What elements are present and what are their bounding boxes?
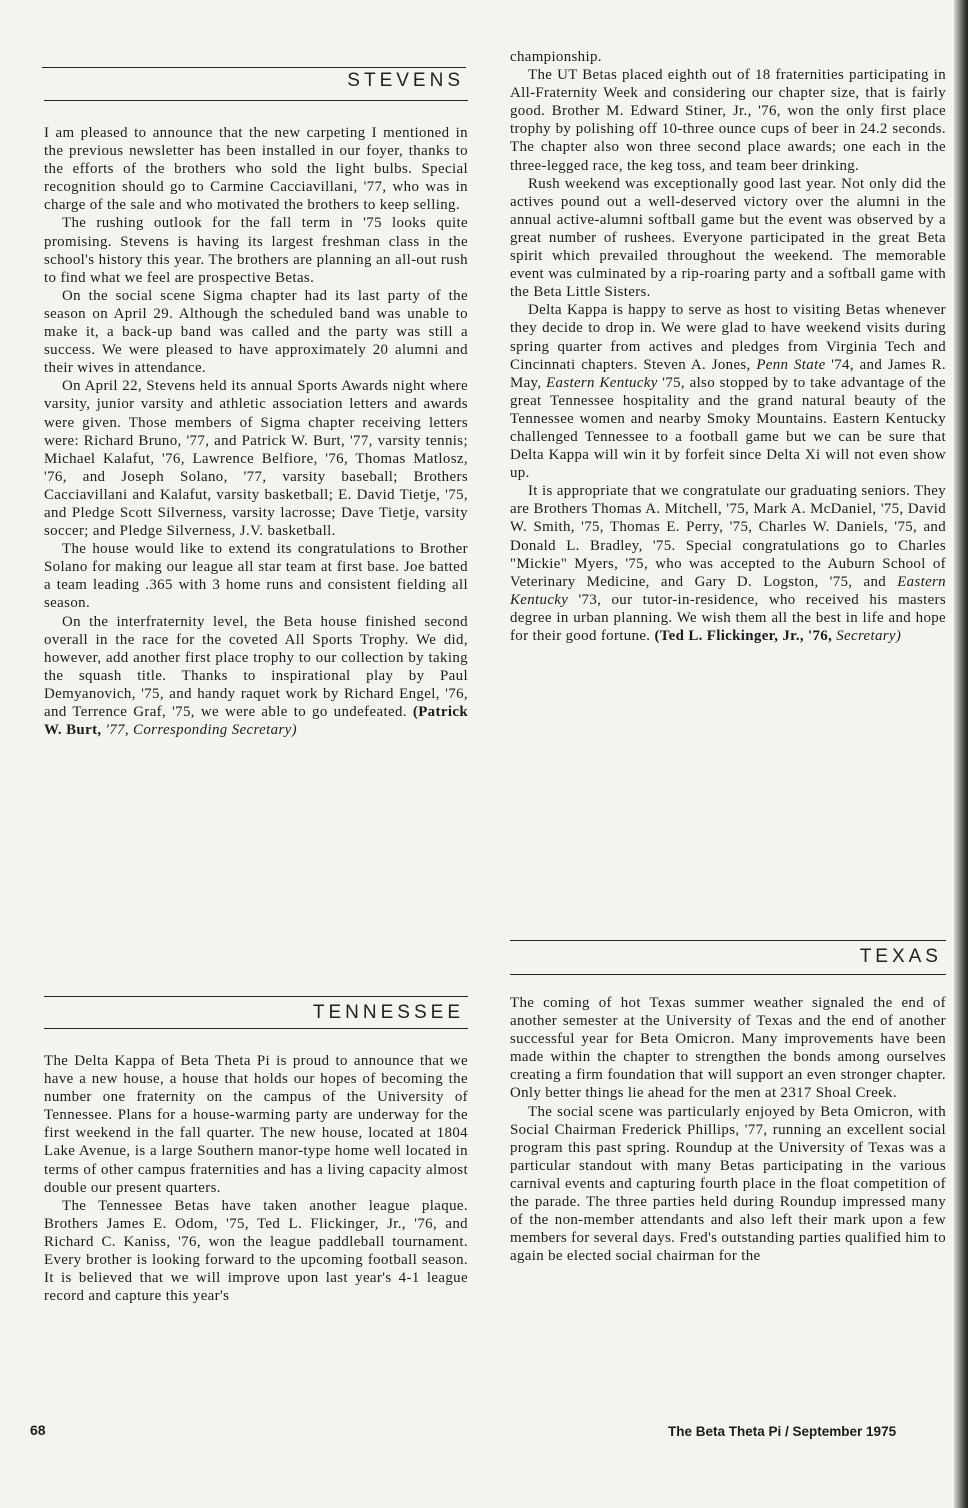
paragraph-text: It is appropriate that we congratulate our graduating seniors. They are Brothers Thomas A. Mitchell, '75, Mark A. McDaniel, '75, David W. Smith, '75, Thomas E. Perry, '75, Charles W. Daniels, '75, and Donald L. Bradley, '75. Special congratulations go to Charles "Mickie" Myers, '75, who was accepted to the Auburn School of Veterinary Medicine, and Gary D. Logston, '75, and	[510, 483, 946, 590]
stevens-header-underline	[44, 100, 468, 102]
signature-name: (Patrick W. Burt,	[44, 704, 468, 739]
school-name: Penn State	[756, 356, 826, 373]
paragraph: championship.	[510, 49, 602, 65]
header-rule	[44, 1028, 468, 1029]
paragraph-text: '75, also stopped by to take advantage of the great Tennessee hospitality and the grand natural beauty of the Tennessee women and nearby Smoky Mountains. Eastern Kentucky challenged Tennessee to a football game but we can be sure that Delta Kappa will win it by forfeit since Delta Xi will not even show up.	[510, 374, 946, 482]
stevens-article	[44, 124, 468, 739]
texas-header	[510, 932, 946, 972]
header-rule	[42, 67, 466, 68]
paragraph-with-signature	[44, 613, 468, 740]
paragraph: The rushing outlook for the fall term in '75 looks quite promising. Stevens is having its largest freshman class in the school's history this year. The brothers are planning an all-out rush to find what we feel are prospective Betas.	[44, 215, 468, 286]
section-title-tennessee: TENNESSEE	[312, 1002, 464, 1023]
signature-name: (Ted L. Flickinger, Jr.,	[654, 628, 804, 644]
tennessee-header	[44, 986, 468, 1026]
header-rule	[510, 940, 946, 941]
tennessee-article	[44, 1052, 468, 1305]
running-footer: The Beta Theta Pi / September 1975	[668, 1424, 897, 1439]
texas-header-underline	[510, 974, 946, 976]
header-rule	[510, 974, 946, 975]
paragraph: The Tennessee Betas have taken another league plaque. Brothers James E. Odom, '75, Ted L. Flickinger, Jr., '76, and Richard C. Kaniss, '76, won the league paddleball tournament. Every brother is looking forward to the upcoming football season. It is believed that we will improve upon last year's 4-1 league record and capture this year's	[44, 1197, 468, 1305]
section-title-stevens: STEVENS	[347, 70, 464, 91]
header-rule	[44, 996, 468, 997]
signature-year: '76,	[808, 628, 833, 644]
texas-article	[510, 994, 946, 1265]
header-rule	[44, 100, 468, 101]
paragraph: I am pleased to announce that the new carpeting I mentioned in the previous newsletter has been installed in our foyer, thanks to the efforts of the brothers who sold the light bulbs. Special recognition should go to Carmine Cacciavillani, '77, who was in charge of the sale and who motivated the brothers to keep selling.	[44, 125, 468, 214]
section-title-texas: TEXAS	[859, 946, 942, 967]
paragraph-text: On the interfraternity level, the Beta house finished second overall in the race for the coveted All Sports Trophy. We did, however, add another first place trophy to our collection by taking the squash title. Thanks to inspirational play by Paul Demyanovich, '75, and handy raquet work by Richard Engel, '76, and Terrence Graf, '75, we were able to go undefeated.	[44, 613, 468, 720]
paragraph: The Delta Kappa of Beta Theta Pi is proud to announce that we have a new house, a house that holds our hopes of becoming the number one fraternity on the campus of the University of Tennessee. Plans for a house-warming party are underway for the first weekend in the fall quarter. The new house, located at 1804 Lake Avenue, is a large Southern manor-type home well located in terms of other campus fraternities and has a living capacity almost double our present quarters.	[44, 1053, 468, 1196]
paragraph-text: '74, and James R. May,	[510, 356, 947, 391]
page-number: 68	[30, 1422, 46, 1438]
paragraph	[510, 301, 946, 482]
paragraph: The UT Betas placed eighth out of 18 fraternities participating in All-Fraternity Week and considering our chapter size, that is fairly good. Brother M. Edward Stiner, Jr., '76, won the only first place trophy by polishing off 10-three ounce cups of beer in 24.2 seconds. The chapter also won three second place awards; one each in the three-legged race, the keg toss, and team beer drinking.	[510, 67, 946, 174]
tennessee-header-underline	[44, 1028, 468, 1030]
paragraph: The social scene was particularly enjoyed by Beta Omicron, with Social Chairman Frederick Phillips, '77, running an excellent social program this past spring. Roundup at the University of Texas was a particular standout with many Betas participating in the various carnival events and capturing fourth place in the float competition of the parade. The three parties held during Roundup impressed many of the non-member attendants and also left their mark upon a few members for several days. Fred's outstanding parties qualified him to again be elected social chairman for the	[510, 1103, 946, 1265]
signature-role: Secretary)	[836, 628, 902, 644]
paragraph: The coming of hot Texas summer weather signaled the end of another semester at the University of Texas and the end of another successful year for Beta Omicron. Many improvements have been made within the chapter to strengthen the bonds among ourselves creating a firm foundation that will support an even stronger chapter. Only better things lie ahead for the men at 2317 Shoal Creek.	[510, 995, 946, 1102]
paragraph-text: Delta Kappa is happy to serve as host to visiting Betas whenever they decide to drop in. We were glad to have weekend visits during spring quarter from actives and pledges from Virginia Tech and Cincinnati chapters. Steven A. Jones,	[510, 302, 946, 373]
paragraph: On April 22, Stevens held its annual Sports Awards night where varsity, junior varsity and athletic association letters and awards were given. Those members of Sigma chapter receiving letters were: Richard Bruno, '77, and Patrick W. Burt, '77, varsity tennis; Michael Kalafut, '76, Lawrence Belfiore, '76, Thomas Matlosz, '76, and Joseph Solano, '77, varsity baseball; Brothers Cacciavillani and Kalafut, varsity basketball; E. David Tietje, '75, and Pledge Scott Silverness, varsity lacrosse; Dave Tietje, varsity soccer; and Pledge Silverness, J.V. basketball.	[44, 378, 468, 540]
paragraph: The house would like to extend its congratulations to Brother Solano for making our league all star team at first base. Joe batted a team leading .365 with 3 home runs and consistent fielding all season.	[44, 541, 468, 612]
school-name: Eastern Kentucky	[510, 573, 946, 608]
scan-page-edge	[954, 0, 968, 1508]
school-name: Eastern Kentucky	[546, 374, 658, 391]
paragraph-with-signature	[510, 482, 946, 645]
paragraph-text: '73, our tutor-in-residence, who received his masters degree in urban planning. We wish them all the best in life and hope for their good fortune.	[510, 591, 946, 644]
paragraph: On the social scene Sigma chapter had its last party of the season on April 29. Although the scheduled band was unable to make it, a back-up band was called and the party was still a success. We were pleased to have approximately 20 alumni and their wives in attendance.	[44, 287, 468, 377]
tennessee-article-continued	[510, 48, 946, 645]
stevens-header	[44, 60, 468, 90]
paragraph: Rush weekend was exceptionally good last year. Not only did the actives pound out a well-deserved victory over the alumni in the annual active-alumni softball game but the event was observed by a great number of rushees. Everyone participated in the great Beta spirit which prevailed throughout the weekend. The memorable event was culminated by a rip-roaring party and a softball game with the Beta Little Sisters.	[510, 175, 946, 301]
signature-role: '77, Corresponding Secretary)	[105, 722, 297, 739]
